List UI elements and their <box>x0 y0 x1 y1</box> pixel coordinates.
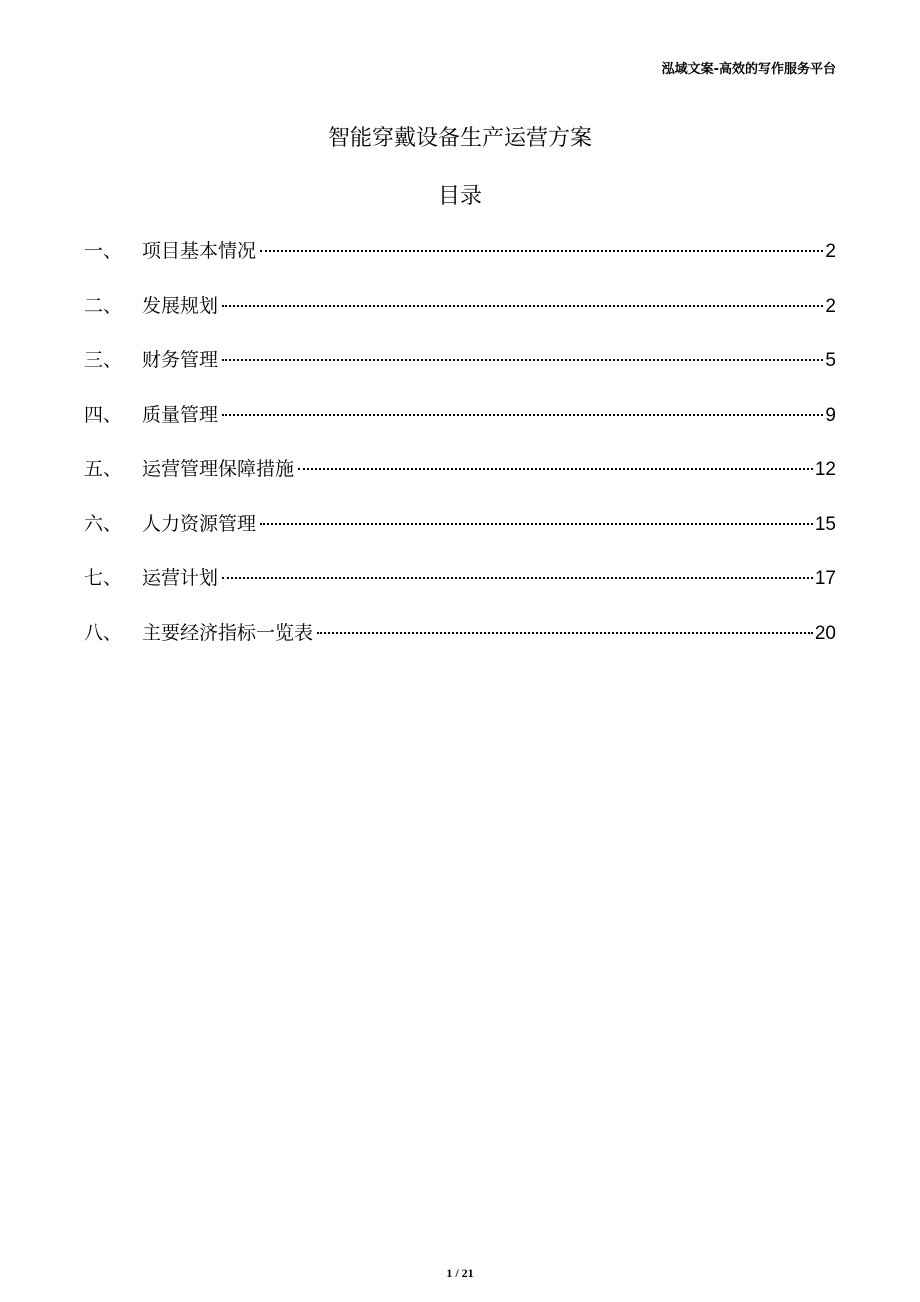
toc-entry-page: 9 <box>825 404 836 426</box>
toc-entry-7[interactable] <box>84 563 836 618</box>
toc-dot-leader <box>317 632 813 634</box>
toc-entry-page: 20 <box>814 622 836 644</box>
toc-entry-number: 八、 <box>84 621 123 644</box>
toc-entry-page: 15 <box>814 513 836 535</box>
toc-entry-4[interactable] <box>84 400 836 455</box>
document-title: 智能穿戴设备生产运营方案 <box>327 126 592 151</box>
toc-dot-leader <box>298 468 813 470</box>
toc-entry-1[interactable] <box>84 236 836 291</box>
table-of-contents <box>84 236 836 672</box>
toc-entry-number: 七、 <box>84 567 123 589</box>
toc-dot-leader <box>222 577 813 579</box>
toc-dot-leader <box>260 250 823 252</box>
toc-entry-number: 六、 <box>84 512 123 535</box>
toc-entry-title: 财务管理 <box>142 349 219 371</box>
toc-entry-3[interactable] <box>84 345 836 400</box>
toc-entry-title: 发展规划 <box>142 294 219 317</box>
toc-entry-5[interactable] <box>84 454 836 509</box>
toc-entry-number: 四、 <box>84 403 123 426</box>
toc-entry-page: 17 <box>814 568 836 589</box>
toc-entry-page: 2 <box>825 295 836 317</box>
toc-entry-number: 三、 <box>84 349 123 371</box>
toc-dot-leader <box>260 523 813 525</box>
toc-entry-title: 运营计划 <box>142 567 219 589</box>
page-header-text: 泓域文案-高效的写作服务平台 <box>661 62 836 77</box>
toc-entry-title: 人力资源管理 <box>142 512 257 535</box>
toc-entry-title: 运营管理保障措施 <box>142 458 295 480</box>
toc-entry-page: 2 <box>825 241 836 262</box>
toc-dot-leader <box>222 359 823 361</box>
toc-entry-page: 5 <box>825 350 836 371</box>
toc-entry-number: 一、 <box>84 240 123 262</box>
toc-entry-title: 主要经济指标一览表 <box>142 621 314 644</box>
toc-dot-leader <box>222 305 823 307</box>
toc-entry-title: 项目基本情况 <box>142 240 257 262</box>
toc-entry-title: 质量管理 <box>142 403 219 426</box>
toc-entry-number: 二、 <box>84 294 123 317</box>
toc-dot-leader <box>222 414 823 416</box>
toc-entry-2[interactable] <box>84 291 836 346</box>
toc-entry-8[interactable] <box>84 618 836 673</box>
page-number-footer: 1 / 21 <box>446 1266 474 1280</box>
toc-entry-number: 五、 <box>84 458 123 480</box>
toc-entry-6[interactable] <box>84 509 836 564</box>
toc-heading: 目录 <box>437 184 482 209</box>
toc-entry-page: 12 <box>814 459 836 480</box>
